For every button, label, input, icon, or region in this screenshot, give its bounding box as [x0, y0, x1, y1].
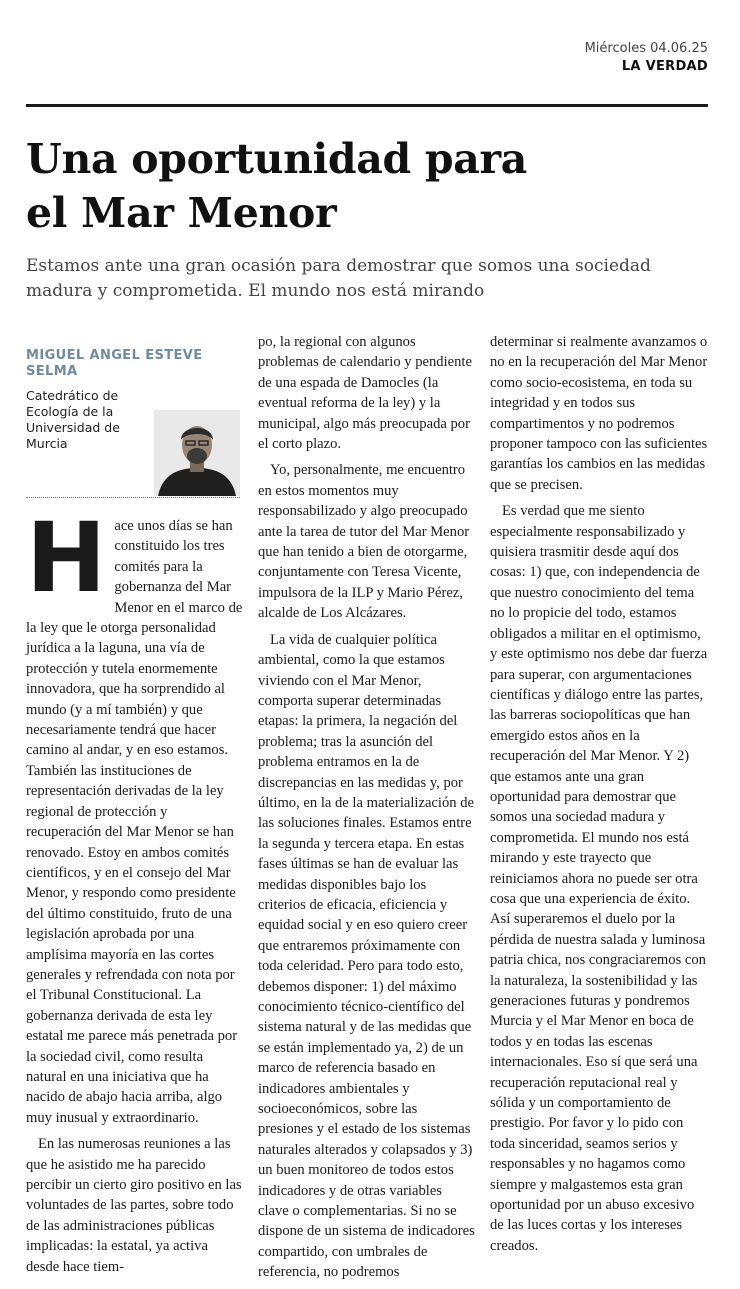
paragraph-1-text: ace unos días se han constituido los tres comités para la gobernanza del Mar Menor en el marco de la ley que le otorga personalidad jurídica a la laguna, una vía de protección y tutela enormemente innovadora, que ha sorprendido al mundo (y a mí también) y que necesariamente tendrá que hacer camino al andar, y en eso estamos. También las instituciones de representación derivadas de la ley regional de protección y recuperación del Mar Menor se han renovado. Estoy en ambos comités científicos, y en el consejo del Mar Menor, y respondo como presidente del último constituido, fruto de una legislación aprobada por una amplísima mayoría en las cortes generales y refrendada con nota por el Tribunal Constitucional. La gobernanza derivada de esta ley estatal me parece más penetrada por la sociedad civil, como resulta natural en una iniciativa que ha nacido de abajo hacia arriba, algo muy inusual y extraordinario.: [26, 518, 243, 1126]
title-line-2: el Mar Menor: [26, 189, 337, 237]
author-box: [26, 348, 244, 498]
paragraph-2-end: po, la regional con algunos problemas de calendario y pendiente de una espada de Damocles (la eventual reforma de la ley) y la municipal, algo más preocupada por el corto plazo.: [258, 334, 472, 453]
column-2: [258, 332, 476, 1289]
paragraph-3: Yo, personalmente, me encuentro en estos momentos muy responsabilizado y algo preocupado ante la tarea de tutor del Mar Menor que han tenido a bien de otorgarme, conjuntamente con Teresa Vicente, impulsora de la ILP y Mario Pérez, alcalde de Los Alcázares.: [258, 462, 470, 622]
author-photo: [154, 410, 240, 496]
paragraph-1: [26, 502, 244, 1128]
paragraph-4-start: La vida de cualquier política ambiental, como la que estamos viviendo con el Mar Menor, comporta superar determinadas etapas: la primera, la negación del problema; tras la asunción del problema entramos en la de discrepancias en las medidas y, por último, en la de la materialización de las soluciones finales. Estamos entre la segunda y tercera etapa. En estas fases últimas se han de evaluar las medidas disponibles bajo los criterios de eficacia, eficiencia y equidad social y en eso quiero creer que entraremos próximamente con toda celeridad. Pero para todo esto, debemos disponer: 1) del máximo conocimiento técnico-científico del sistema natural y de las medidas que se están implementado ya, 2) de un marco de referencia basado en indicadores ambientales y socioeconómicos, sobre las presiones y el estado de los sistemas naturales alterados y colapsados y 3) un buen monitoreo de todos estos indicadores y de otras variables clave o complementarias. Si no se dispone de un sistema de indicadores compartido, con umbrales de referencia, no podremos: [258, 631, 475, 1281]
header-rule: [26, 104, 708, 107]
column-1: [26, 332, 244, 1283]
article-body: [26, 332, 710, 1281]
column-3: [490, 332, 708, 1262]
publication-date: Miércoles 04.06.25: [584, 41, 708, 56]
article-subtitle: Estamos ante una gran ocasión para demostrar que somos una sociedad madura y comprometida. El mundo nos está mirando: [26, 256, 651, 301]
paragraph-5: Es verdad que me siento especialmente responsabilizado y quisiera trasmitir desde aquí dos cosas: 1) que, con independencia de que nuestro conocimiento del tema no lo propicie del todo, estamos obligados a militar en el optimismo, y este optimismo nos debe dar fuerza para superar, con argumentaciones científicas y diálogo entre las partes, las barreras sociopolíticas que han emergido estos años en la recuperación del Mar Menor. Y 2) que estamos ante una gran oportunidad para demostrar que somos una sociedad madura y comprometida. El mundo nos está mirando y este trayecto que reiniciamos ahora no puede ser otra cosa que una experiencia de éxito. Así superaremos el duelo por la pérdida de nuestra salada y luminosa patria chica, nos congraciaremos con la naturaleza, la sostenibilidad y las generaciones futuras y pondremos Murcia y el Mar Menor en boca de todos y en todas las escenas internacionales. Eso sí que será una recuperación reputacional real y sólida y un comportamiento de prestigio. Por favor y lo pido con toda sinceridad, seamos serios y responsables y no hagamos como siempre y malgastemos esta gran oportunidad por un abuso excesivo de las luces cortas y los intereses creados.: [490, 503, 708, 1254]
drop-cap: H: [26, 502, 107, 614]
author-divider: [26, 497, 240, 498]
paragraph-4-end: determinar si realmente avanzamos o no en la recuperación del Mar Menor como socio-ecosistema, en toda su integridad y en todos sus compartimentos y no podremos proponer tampoco con las suficientes garantías los cambios en las medidas que se precisen.: [490, 334, 708, 493]
title-line-1: Una oportunidad para: [26, 135, 528, 183]
article-title: [26, 132, 706, 240]
author-portrait-icon: [154, 410, 240, 496]
newspaper-name: LA VERDAD: [621, 59, 708, 74]
paragraph-2-start: En las numerosas reuniones a las que he asistido me ha parecido percibir un cierto giro positivo en las voluntades de las partes, sobre todo de las administraciones públicas implicadas: la estatal, ya activa desde hace tiem-: [26, 1136, 242, 1275]
author-role: Catedrático de Ecología de la Universidad de Murcia: [26, 388, 120, 451]
author-name: MIGUEL ANGEL ESTEVE SELMA: [26, 348, 203, 379]
page-header: [585, 40, 708, 76]
